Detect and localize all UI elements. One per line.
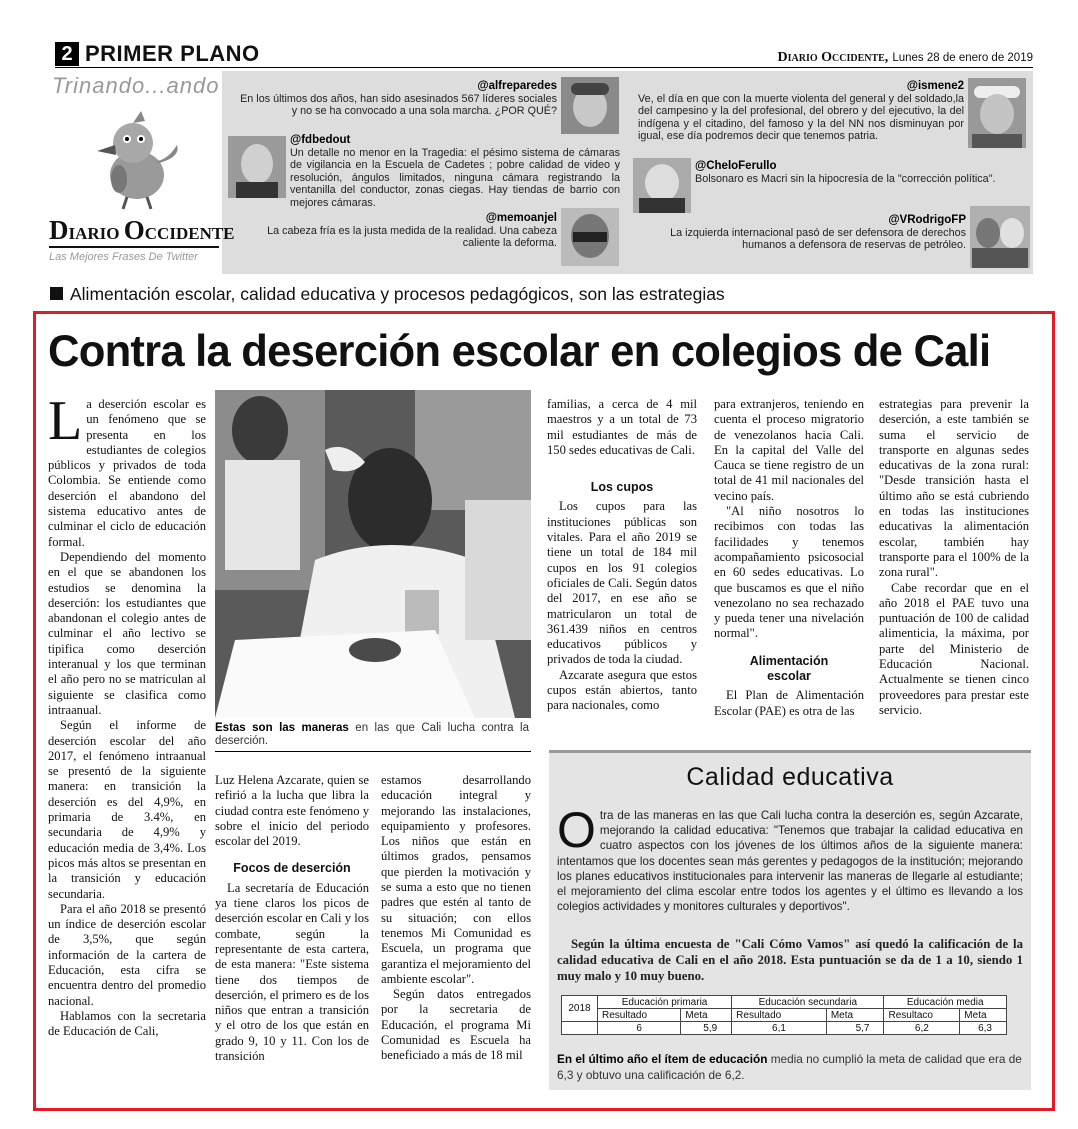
subhead-cupos: Los cupos — [590, 480, 654, 495]
table-cell-empty — [562, 1022, 598, 1035]
table-subheader: Resultado — [732, 1009, 827, 1022]
kicker-text: Alimentación escolar, calidad educativa y procesos pedagógicos, son las estrategias — [70, 284, 725, 304]
article-column-3-upper — [547, 397, 697, 714]
paragraph: Luz Helena Azcarate, quien se refirió a la lucha que libra la ciudad contra este fenómeno y sobre el inicio del periodo escolar del 2019. — [215, 773, 369, 849]
header-right — [778, 48, 1033, 66]
tweet-vrodrigofp — [640, 214, 966, 252]
tweet-handle: @memoanjel — [485, 212, 557, 224]
avatar-vrodrigofp — [970, 206, 1030, 268]
sidebar-title: Calidad educativa — [686, 763, 894, 791]
paragraph: estamos desarrollando educación integral y mejorando las instalaciones, equipamiento y profesores. Los niños que están en últimos grados, pensamos que pierden la motivación y se suma a esto que no tienen padres que estén al tanto de su situación; con ellos tenemos Mi Comunidad es Escuela, un programa que garantiza el mejoramiento del ambiente escolar". — [381, 773, 532, 986]
caption-text: en las que Cali lucha contra la deserción. — [215, 722, 529, 747]
kicker-square-icon — [50, 287, 63, 300]
table-row — [562, 1022, 1007, 1035]
tweet-handle: @fdbedout — [290, 134, 351, 146]
tweet-ismene2 — [638, 80, 964, 143]
tweet-handle: @CheloFerullo — [695, 160, 777, 172]
tweet-text: En los últimos dos años, han sido asesinados 567 líderes sociales y no se ha convocado a una sola marcha. ¿POR QUÉ? — [240, 92, 557, 118]
page-number: 2 — [55, 42, 79, 66]
caption-bold: Estas son las maneras — [215, 722, 349, 734]
table-cell: 6,1 — [732, 1022, 827, 1035]
table-subheader: Resultaco — [884, 1009, 960, 1022]
article-column-3-lower — [381, 773, 531, 1064]
sidebar-text: tra de las maneras en las que Cali lucha contra la deserción es, según Azcarate, mejorando la calidad educativa: "Tenemos que trabajar la calidad educativa en cuatro aspectos con los jóvenes de los últimos años de la siguiente manera: intentamos que los docentes sean más gerentes y pedagogos de la institución; mejorando los planes educativos institucionales para intervenir las maneras de llegarle al estudiante; el mejoramiento del clima escolar entre todos los agentes y el último es llevando a los colegios actividades y monitores culturales y deportivos". — [557, 809, 1023, 914]
table-subheader: Resultado — [598, 1009, 681, 1022]
tweet-memoanjel — [254, 212, 557, 250]
tweet-alfreparedes — [234, 80, 557, 118]
sidebar-note — [557, 1051, 1023, 1083]
sidebar-dropcap: O — [557, 802, 596, 858]
paragraph: Los cupos para las instituciones públicas son vitales. Para el año 2019 se tiene un total de 184 mil cupos en los 91 colegios oficiales de Cali. Según datos del 2017, en ese año se matricularon un total de 361.439 niños en centros educativos públicos y privados de toda la ciudad. — [547, 499, 697, 667]
paragraph: Dependiendo del momento en el que se abandonen los estudios se denomina la deserción: los estudiantes que abandonan el colegio antes de culminar el año lectivo se tipifica como deserción interanual y los que terminan el año pero no se matriculan al siguiente se clasifica como intraanual. — [48, 549, 206, 717]
tweet-text: Bolsonaro es Macri sin la hipocresía de la "corrección política". — [695, 172, 996, 185]
paragraph: Hablamos con la secretaria de Educación de Cali, — [48, 1008, 206, 1039]
table-group: Educación primaria — [598, 996, 732, 1009]
paragraph: "Al niño nosotros lo recibimos con todas las facilidades y tenemos acompañamiento psicosocial en 60 sedes educativas. Lo que buscamos es que el niño venezolano no sea rechazado y pueda tener una nivelación normal". — [714, 504, 864, 641]
table-cell: 5,9 — [681, 1022, 732, 1035]
paragraph: familias, a cerca de 4 mil maestros y a un total de 73 mil estudiantes de más de 150 sedes educativas de Cali. — [547, 397, 697, 457]
paragraph: Cabe recordar que en el año 2018 el PAE tuvo una puntuación de 100 de calidad alimenticia, la máxima, por parte del Ministerio de Educación Nacional. Actualmente se tienen cinco proveedores para prestar este servicio. — [879, 580, 1029, 717]
tweet-fdbedout — [290, 134, 620, 210]
table-row — [562, 996, 1007, 1009]
brand-underline — [49, 246, 219, 248]
note-text: media no cumplió la meta de calidad que era de 6,3 y obtuvo una calificación de 6,2. — [557, 1052, 1022, 1082]
paragraph: para extranjeros, teniendo en cuenta el proceso migratorio de venezolanos hacia Cali. En la capital del Valle del Cauca se tiene registro de un total de 41 mil nacionales del vecino país. — [714, 397, 864, 503]
article-column-4 — [714, 397, 864, 719]
page-header — [55, 42, 1033, 66]
bird-icon — [89, 105, 184, 213]
caption-rule — [215, 751, 531, 752]
subhead-alimentacion: Alimentación escolar — [749, 653, 829, 684]
avatar-fdbedout — [228, 136, 286, 198]
brand-first-letter: D — [49, 215, 69, 245]
article-kicker — [50, 284, 725, 305]
table-cell: 6,2 — [884, 1022, 960, 1035]
tweet-cheloferullo — [695, 160, 1025, 185]
article-headline: Contra la deserción escolar en colegios de Cali — [48, 327, 991, 376]
table-cell: 6,3 — [960, 1022, 1007, 1035]
avatar-ismene2 — [968, 78, 1026, 148]
tweet-handle: @VRodrigoFP — [888, 214, 966, 226]
article-photo — [215, 390, 531, 718]
table-year: 2018 — [562, 996, 598, 1022]
header-date: Lunes 28 de enero de 2019 — [892, 52, 1033, 64]
twitter-box-title: Trinando...ando — [52, 73, 220, 98]
avatar-alfreparedes — [561, 77, 619, 134]
subhead-focos: Focos de deserción — [233, 861, 351, 876]
paragraph: El Plan de Alimentación Escolar (PAE) es otra de las — [714, 688, 864, 718]
table-row — [562, 1009, 1007, 1022]
tweet-text: Ve, el día en que con la muerte violenta del general y del soldado,la del campesino y la del profesional, del obrero y del ejecutivo, la del indígena y el citadino, del famoso y la del NN nos disminuyan por igual, ese día podremos decir que tenemos patria. — [638, 92, 964, 143]
sidebar-body — [557, 802, 1023, 914]
paragraph: a deserción escolar es un fenómeno que se presenta en los estudiantes de colegios públicos y privados de toda Colombia. Se entiende como deserción el abandono del sistema educativo antes de culminar el ciclo de educación formal. — [48, 397, 206, 549]
paragraph: estrategias para prevenir la deserción, a este también se suma el servicio de transporte en algunas sedes educativas de la zona rural: "Desde transición hasta el último año se está cubriendo en todas las instituciones educativas la alimentación escolar, también hay transporte para el 100% de la zona rural". — [879, 397, 1029, 580]
twitter-brand-panel — [47, 71, 235, 274]
note-bold: En el último año el ítem de educación — [557, 1052, 768, 1066]
article-column-5 — [879, 397, 1029, 718]
paper-name: Diario Occidente, — [777, 50, 889, 65]
table-subheader: Meta — [826, 1009, 884, 1022]
twitter-box-tagline: Las Mejores Frases De Twitter — [49, 251, 198, 263]
section-title: PRIMER PLANO — [85, 41, 260, 66]
dropcap-l: L — [48, 390, 83, 452]
twitter-box-brand — [49, 215, 235, 246]
article-column-1 — [48, 390, 206, 1039]
sidebar-calidad — [549, 750, 1031, 1090]
tweet-text: La cabeza fría es la justa medida de la realidad. Una cabeza caliente la deforma. — [267, 224, 557, 250]
paragraph: Según datos entregados por la secretaria de Educación, el programa Mi Comunidad es Escuela ha beneficiado a más de 18 mil — [381, 987, 531, 1063]
table-group: Educación media — [884, 996, 1007, 1009]
students-photo-illustration — [215, 390, 531, 718]
brand-word1: IARIO — [68, 224, 124, 243]
paragraph: La secretaría de Educación ya tiene claros los picos de deserción escolar en Cali y los combate, según la representante de esta cartera, de esta manera: "Este sistema tiene dos tiempos de deserción, el primero es de los niños que entran a transición y el otro de los que están en grado 9, 10 y 11. Con los de transición — [215, 880, 369, 1064]
sidebar-survey: Según la última encuesta de "Cali Cómo Vamos" así quedó la calificación de la calidad educativa de Cali en el año 2018. Esta puntuación se da de 1 a 10, siendo 1 muy malo y 10 muy bueno. — [557, 937, 1023, 984]
table-cell: 6 — [598, 1022, 681, 1035]
paragraph: Azcarate asegura que estos cupos están abiertos, tanto para nacionales, como — [547, 667, 697, 713]
paragraph: Según el informe de deserción escolar del año 2017, el fenómeno intraanual se presentó de la siguiente manera: en transición la deserción es del 4,9%, en primaria de 3.4%, en secundaria de 4,9% y educación media de 3,4%. Los picos más altos se presentan en la transición y educación secundaria. — [48, 718, 206, 901]
tweet-text: La izquierda internacional pasó de ser defensora de derechos humanos a defensora de reservas de petróleo. — [670, 226, 966, 252]
table-cell: 5,7 — [826, 1022, 884, 1035]
table-subheader: Meta — [960, 1009, 1007, 1022]
table-subheader: Meta — [681, 1009, 732, 1022]
table-group: Educación secundaria — [732, 996, 884, 1009]
paragraph: Para el año 2018 se presentó un índice de deserción escolar de 3,5%, que según información de la cartera de Educación, esta cifra se encuentra dentro del promedio nacional. — [48, 901, 206, 1008]
photo-caption — [215, 722, 529, 748]
avatar-memoanjel — [561, 208, 619, 266]
brand-second-letter: O — [123, 215, 145, 245]
article-column-2 — [215, 773, 369, 1064]
tweet-handle: @ismene2 — [906, 80, 964, 92]
brand-word2: CCIDENTE — [144, 224, 235, 243]
results-table — [561, 995, 1007, 1035]
tweet-text: Un detalle no menor en la Tragedia: el pésimo sistema de cámaras de vigilancia en la Escuela de Cadetes ; pobre calidad de video y resolución, ángulos limitados, ninguna cámara registrando la ventanilla del conductor, zonas ciegas. Hay tiendas de barrio con mejores cámaras. — [290, 146, 620, 209]
tweet-handle: @alfreparedes — [477, 80, 557, 92]
avatar-cheloferullo — [633, 158, 691, 213]
header-rule — [55, 67, 1033, 68]
